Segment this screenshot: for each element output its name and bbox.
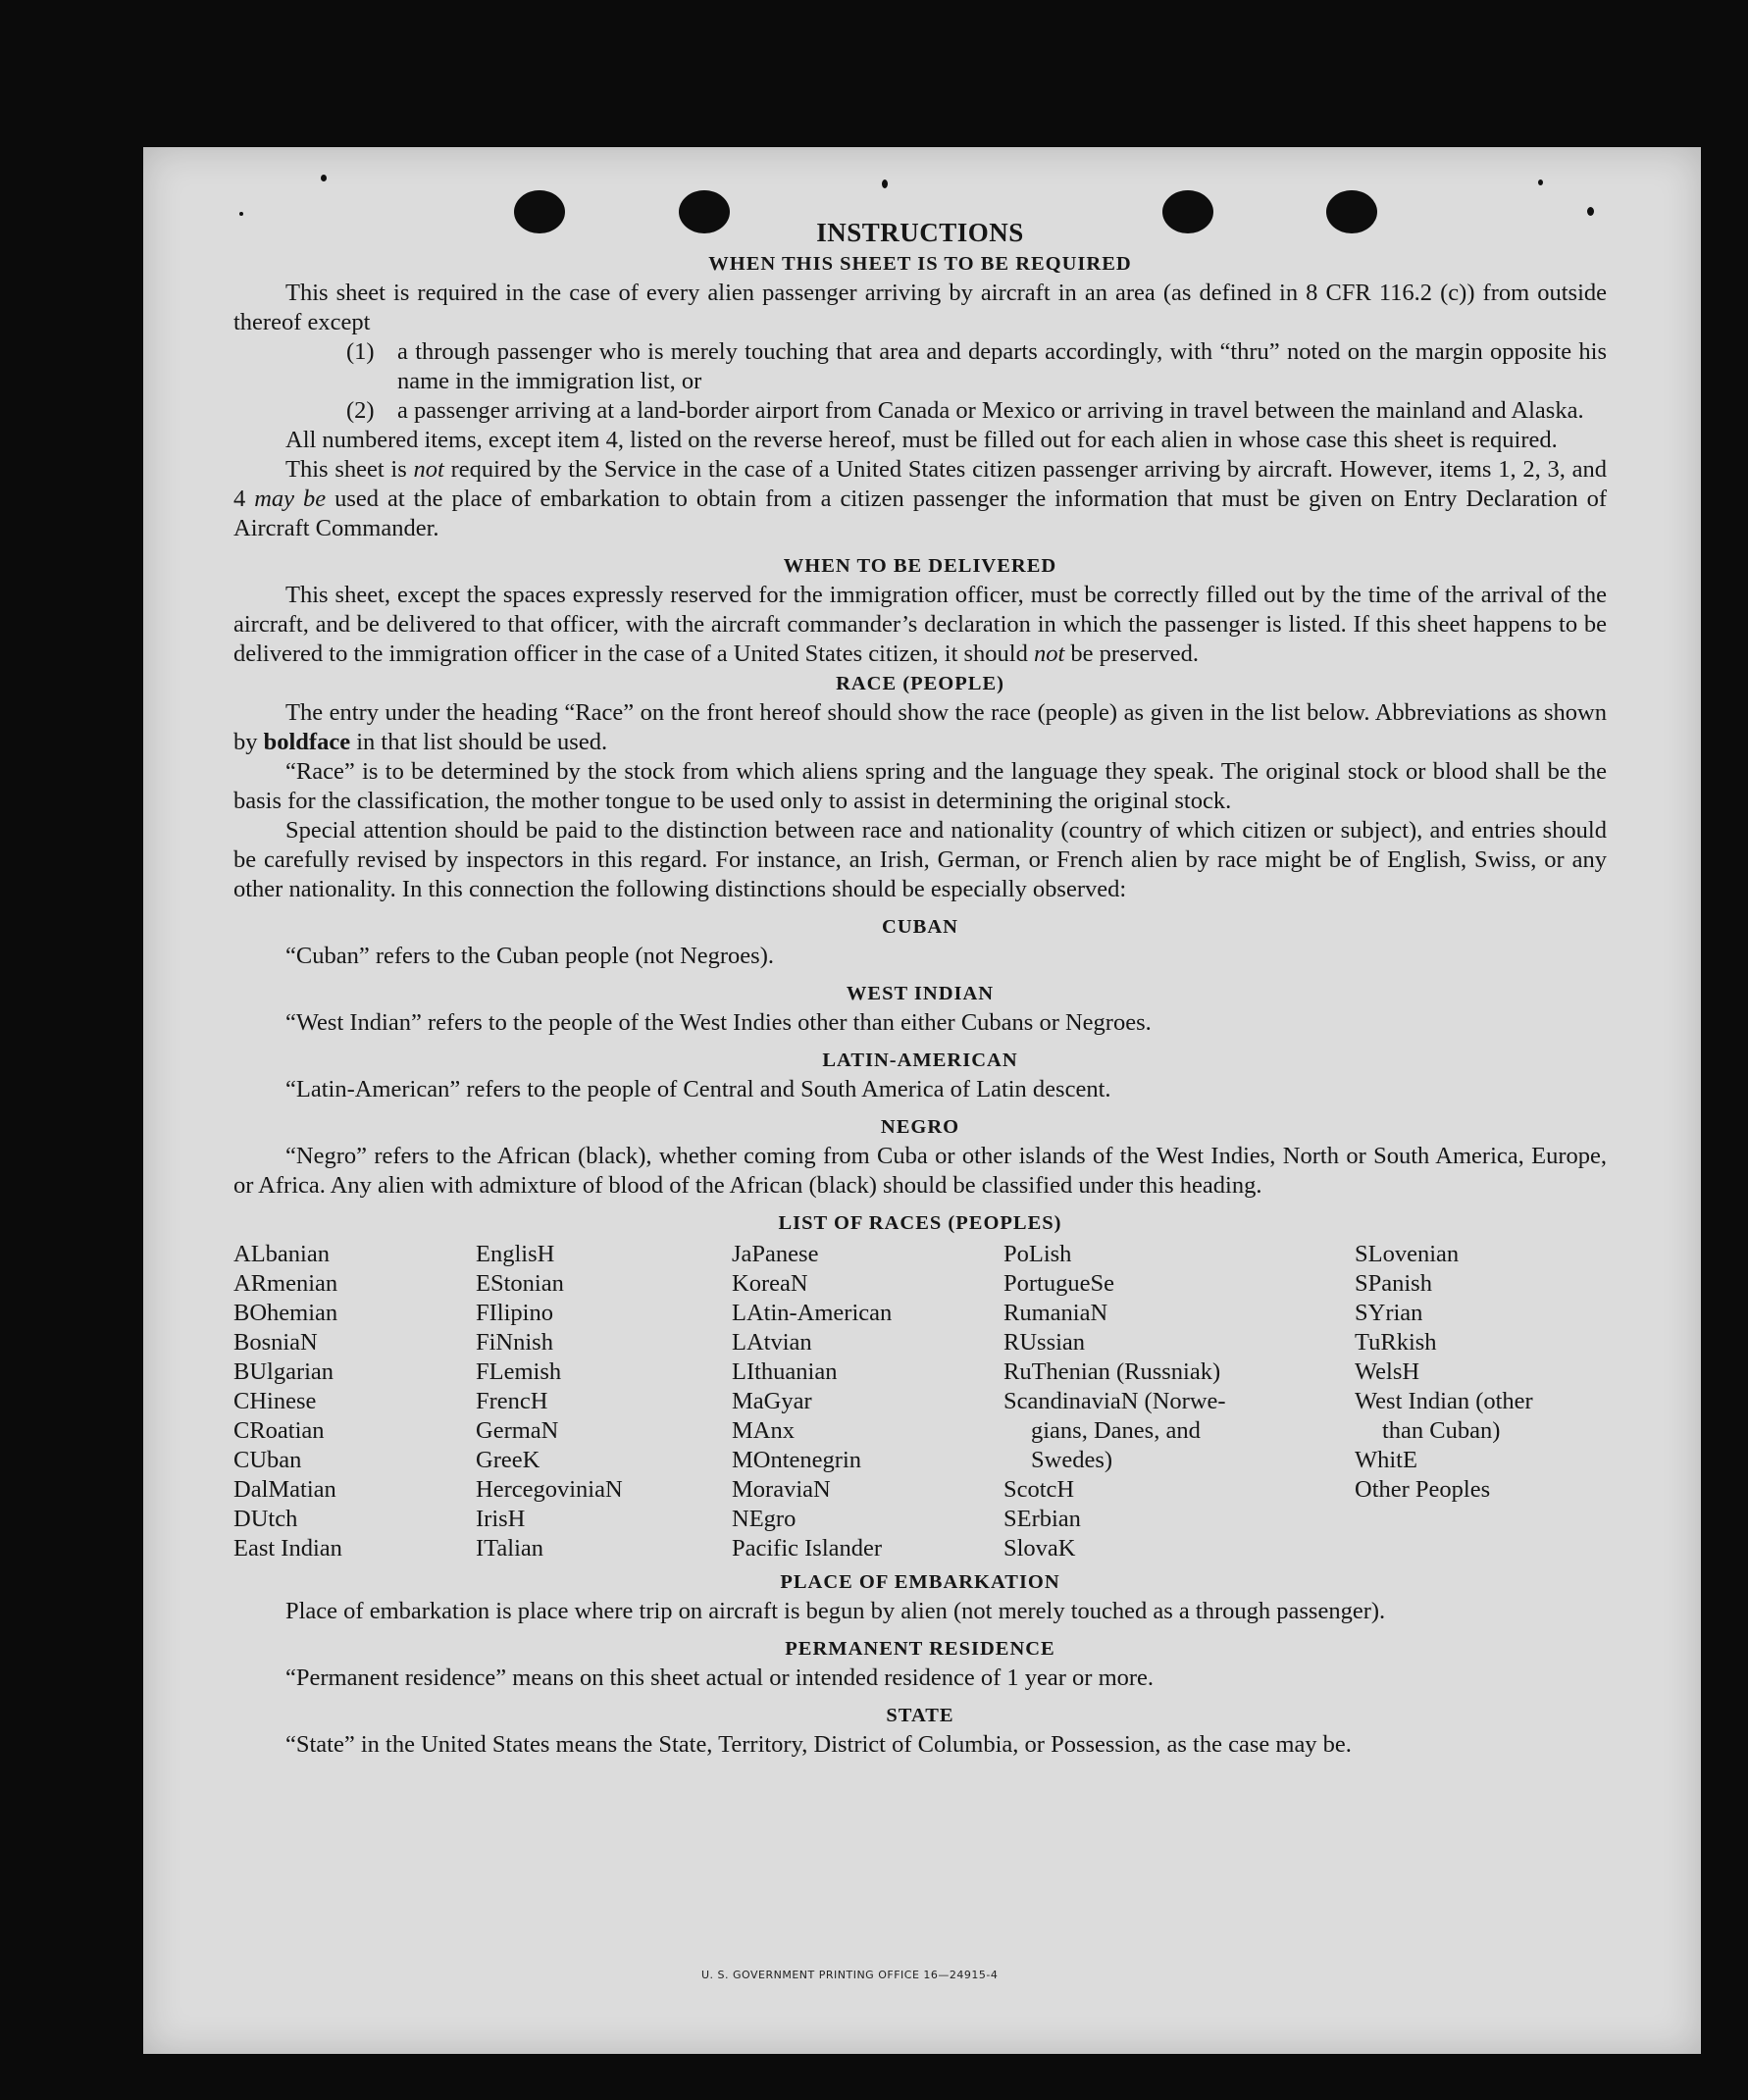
- race-entry: LIthuanian: [732, 1358, 838, 1385]
- heading-list-of-races: LIST OF RACES (PEOPLES): [778, 1212, 1062, 1234]
- west-indian-text: “West Indian” refers to the people of the West Indies other than either Cubans or Negroes.: [285, 1009, 1152, 1036]
- race-entry: SLovenian: [1355, 1241, 1460, 1267]
- heading-embarkation: PLACE OF EMBARKATION: [780, 1571, 1060, 1593]
- race-entry: NEgro: [732, 1506, 797, 1532]
- race-entry: KoreaN: [732, 1270, 808, 1297]
- race-entry: CRoatian: [233, 1417, 325, 1444]
- race-entry: Other Peoples: [1355, 1476, 1491, 1503]
- race-entry: FrencH: [476, 1388, 548, 1414]
- heading-state: STATE: [886, 1705, 954, 1726]
- races-list: [233, 1240, 1607, 1563]
- races-column: [476, 1240, 732, 1563]
- races-column: [233, 1240, 476, 1563]
- races-column: [1003, 1240, 1355, 1563]
- when-required-para3: This sheet is not required by the Service in the case of a United States citizen passenger arriving by aircraft. However, items 1, 2, 3, and 4 may be used at the place of embarkation to obtain from a citizen passenger the information that must be given on Entry Declaration of Aircraft Commander.: [233, 456, 1608, 541]
- race-entry: FIlipino: [476, 1300, 553, 1326]
- race-entry: HercegoviniaN: [476, 1476, 623, 1503]
- race-entry: BUlgarian: [233, 1358, 334, 1385]
- race-entry: East Indian: [233, 1535, 342, 1562]
- race-entry: RumaniaN: [1003, 1300, 1108, 1326]
- race-entry: BOhemian: [233, 1300, 338, 1326]
- race-entry: SPanish: [1355, 1270, 1432, 1297]
- race-entry: PortugueSe: [1003, 1270, 1114, 1297]
- race-entry: GermaN: [476, 1417, 559, 1444]
- race-entry: ALbanian: [233, 1241, 330, 1267]
- race-entry: than Cuban): [1382, 1417, 1501, 1444]
- race-entry: ARmenian: [233, 1270, 338, 1297]
- race-entry: IrisH: [476, 1506, 526, 1532]
- race-entry: CHinese: [233, 1388, 317, 1414]
- race-entry: SErbian: [1003, 1506, 1081, 1532]
- race-entry: MOntenegrin: [732, 1447, 861, 1473]
- speck: [321, 175, 327, 181]
- race-entry: FLemish: [476, 1358, 562, 1385]
- heading-negro: NEGRO: [880, 1116, 960, 1138]
- instructions-content: [233, 218, 1607, 1760]
- negro-text: “Negro” refers to the African (black), whether coming from Cuba or other islands of the West Indies, North or South America, Europe, or Africa. Any alien with admixture of blood of the African (black) should be classified under this heading.: [233, 1143, 1607, 1199]
- races-column: [1355, 1240, 1605, 1563]
- heading-race: RACE (PEOPLE): [836, 673, 1004, 694]
- race-entry: DUtch: [233, 1506, 298, 1532]
- race-entry: LAtin-American: [732, 1300, 893, 1326]
- speck: [239, 212, 243, 216]
- race-entry: West Indian (other: [1355, 1388, 1533, 1414]
- race-para2: “Race” is to be determined by the stock from which aliens spring and the language they speak. The original stock or blood shall be the basis for the classification, the mother tongue to be used only to assist in determining the original stock.: [233, 758, 1607, 814]
- speck: [1587, 207, 1594, 216]
- race-entry: TuRkish: [1355, 1329, 1437, 1356]
- speck: [1538, 179, 1543, 185]
- race-entry: RUssian: [1003, 1329, 1086, 1356]
- printing-office-imprint: U. S. GOVERNMENT PRINTING OFFICE 16—24915-4: [701, 1969, 999, 1981]
- race-entry: SlovaK: [1003, 1535, 1076, 1562]
- race-entry: Swedes): [1031, 1447, 1113, 1473]
- race-entry: RuThenian (Russniak): [1003, 1358, 1221, 1385]
- race-entry: MAnx: [732, 1417, 795, 1444]
- race-entry: Pacific Islander: [732, 1535, 883, 1562]
- race-entry: BosniaN: [233, 1329, 318, 1356]
- heading-when-required: WHEN THIS SHEET IS TO BE REQUIRED: [708, 253, 1132, 275]
- race-para3: Special attention should be paid to the distinction between race and nationality (country of which citizen or subject), and entries should be carefully revised by inspectors in this regard. For instance, an Irish, German, or French alien by race might be of English, Swiss, or any other nationality. In this connection the following distinctions should be especially observed:: [233, 817, 1607, 902]
- cuban-text: “Cuban” refers to the Cuban people (not Negroes).: [285, 943, 774, 969]
- race-entry: LAtvian: [732, 1329, 812, 1356]
- race-entry: WhitE: [1355, 1447, 1417, 1473]
- embarkation-text: Place of embarkation is place where trip on aircraft is begun by alien (not merely touched as a through passenger).: [285, 1598, 1386, 1624]
- race-entry: gians, Danes, and: [1031, 1417, 1201, 1444]
- page-title: INSTRUCTIONS: [816, 218, 1024, 247]
- race-entry: JaPanese: [732, 1241, 819, 1267]
- race-entry: EStonian: [476, 1270, 564, 1297]
- race-entry: ScandinaviaN (Norwe-: [1003, 1388, 1226, 1414]
- race-entry: DalMatian: [233, 1476, 336, 1503]
- when-delivered-para: This sheet, except the spaces expressly reserved for the immigration officer, must be correctly filled out by the time of the arrival of the aircraft, and be delivered to that officer, with the aircraft commander’s declaration in which the passenger is listed. If this sheet happens to be delivered to the immigration officer in the case of a United States citizen, it should not be preserved.: [233, 582, 1607, 667]
- race-entry: MaGyar: [732, 1388, 812, 1414]
- exception-item: [346, 396, 1607, 426]
- item-number: (1): [346, 338, 375, 365]
- latin-american-text: “Latin-American” refers to the people of Central and South America of Latin descent.: [285, 1076, 1111, 1102]
- heading-west-indian: WEST INDIAN: [846, 983, 995, 1004]
- race-entry: PoLish: [1003, 1241, 1072, 1267]
- heading-latin-american: LATIN-AMERICAN: [822, 1050, 1018, 1071]
- races-column: [732, 1240, 1003, 1563]
- heading-cuban: CUBAN: [882, 916, 958, 938]
- item-text: a passenger arriving at a land-border airport from Canada or Mexico or arriving in travel between the mainland and Alaska.: [397, 397, 1584, 424]
- item-number: (2): [346, 397, 375, 424]
- heading-when-delivered: WHEN TO BE DELIVERED: [783, 555, 1057, 577]
- residence-text: “Permanent residence” means on this sheet actual or intended residence of 1 year or more.: [285, 1665, 1155, 1691]
- exception-item: [346, 337, 1607, 396]
- race-entry: ScotcH: [1003, 1476, 1075, 1503]
- when-required-para2: All numbered items, except item 4, listed on the reverse hereof, must be filled out for each alien in whose case this sheet is required.: [285, 427, 1558, 453]
- speck: [882, 179, 888, 188]
- race-para1: The entry under the heading “Race” on the front hereof should show the race (people) as given in the list below. Abbreviations as shown by boldface in that list should be used.: [233, 699, 1607, 755]
- race-entry: MoraviaN: [732, 1476, 831, 1503]
- race-entry: FiNnish: [476, 1329, 553, 1356]
- race-entry: ITalian: [476, 1535, 544, 1562]
- race-entry: CUban: [233, 1447, 302, 1473]
- race-entry: GreeK: [476, 1447, 540, 1473]
- when-required-intro: This sheet is required in the case of every alien passenger arriving by aircraft in an area (as defined in 8 CFR 116.2 (c)) from outside thereof except: [233, 280, 1607, 335]
- item-text: a through passenger who is merely touching that area and departs accordingly, with “thru” noted on the margin opposite his name in the immigration list, or: [397, 338, 1607, 394]
- state-text: “State” in the United States means the State, Territory, District of Columbia, or Possession, as the case may be.: [285, 1731, 1352, 1758]
- race-entry: SYrian: [1355, 1300, 1423, 1326]
- race-entry: EnglisH: [476, 1241, 555, 1267]
- heading-permanent-residence: PERMANENT RESIDENCE: [785, 1638, 1055, 1660]
- race-entry: WelsH: [1355, 1358, 1420, 1385]
